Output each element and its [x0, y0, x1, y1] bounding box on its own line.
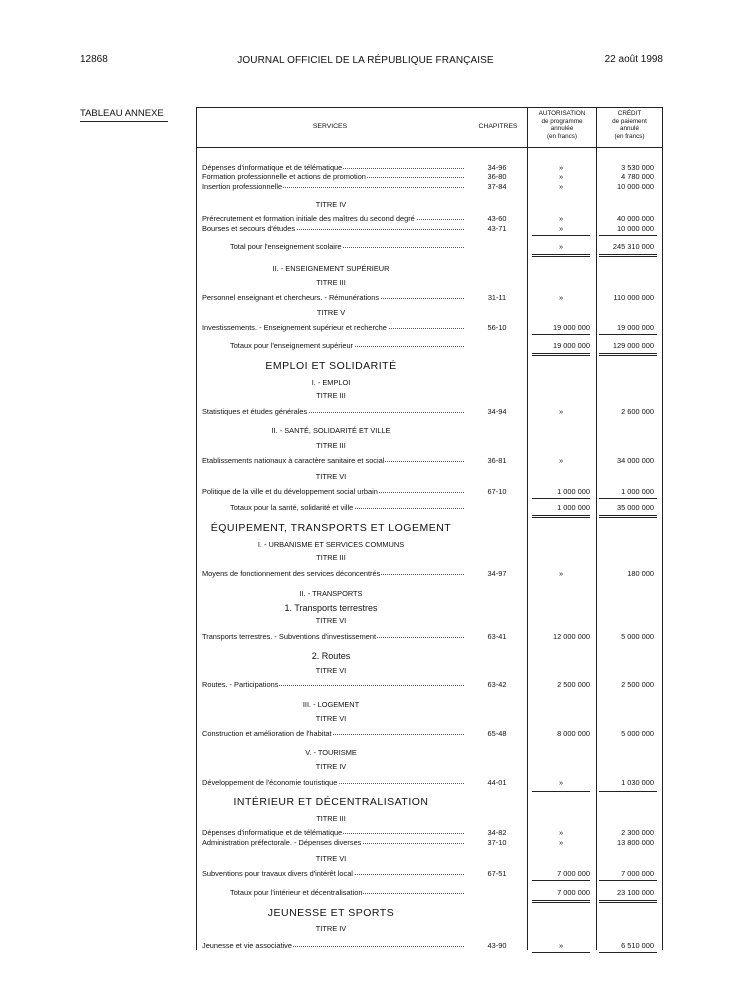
autorisation-value: »: [558, 214, 564, 223]
autorisation-value: »: [558, 242, 564, 251]
credit-value: 5 000 000: [621, 632, 654, 641]
chapter-code: 63-42: [487, 680, 507, 689]
service-label: [202, 487, 464, 496]
credit-value: 6 510 000: [621, 941, 654, 950]
service-label: [202, 569, 464, 578]
total-rule: [532, 256, 590, 257]
chapter-code: 67-51: [487, 869, 507, 878]
service-label-text: Personnel enseignant et chercheurs. - Rémunérations: [202, 293, 380, 302]
total-double-rule: [599, 517, 657, 518]
subsection-heading: 1. Transports terrestres: [284, 603, 378, 613]
service-label-text: Prérecrutement et formation initiale des maîtres du second degré: [202, 214, 415, 223]
table-row: [196, 456, 663, 467]
autorisation-value: »: [558, 569, 564, 578]
table-row: [196, 323, 663, 334]
section-heading: II. - SANTÉ, SOLIDARITÉ ET VILLE: [271, 426, 391, 435]
table-row: [196, 838, 663, 849]
total-rule: [532, 515, 590, 516]
autorisation-value: 19 000 000: [553, 323, 590, 332]
table-row: [196, 407, 663, 418]
subtotal-rule: [532, 334, 590, 335]
autorisation-value: »: [558, 224, 564, 233]
section-heading: III. - LOGEMENT: [302, 700, 360, 709]
service-label: [202, 293, 464, 302]
credit-value: 2 600 000: [621, 407, 654, 416]
service-label-text: Subventions pour travaux divers d'intérêt local: [202, 869, 353, 878]
ministry-heading: JEUNESSE ET SPORTS: [267, 907, 395, 919]
service-label: [202, 163, 464, 172]
credit-value: 4 780 000: [621, 172, 654, 181]
autorisation-value: »: [558, 838, 564, 847]
section-heading: TITRE VI: [315, 666, 347, 675]
credit-value: 2 300 000: [621, 828, 654, 837]
section-heading: TITRE III: [316, 553, 346, 562]
section-heading: TITRE IV: [315, 200, 347, 209]
credit-value: 34 000 000: [617, 456, 654, 465]
chapter-code: 37-84: [487, 182, 507, 191]
service-label: [202, 323, 464, 332]
section-heading: I. - EMPLOI: [311, 378, 351, 387]
service-label-text: Dépenses d'informatique et de télématique: [202, 828, 343, 837]
service-label-text: Dépenses d'informatique et de télématique: [202, 163, 343, 172]
service-label: [202, 172, 464, 181]
section-heading: TITRE VI: [315, 472, 347, 481]
total-row: [196, 888, 663, 899]
total-double-rule: [532, 791, 590, 792]
service-label-text: Politique de la ville et du développement social urbain: [202, 487, 378, 496]
section-heading: II. - TRANSPORTS: [299, 589, 363, 598]
service-label-text: Investissements. - Enseignement supérieur et recherche: [202, 323, 387, 332]
service-label: [230, 888, 464, 897]
table-row: [196, 869, 663, 880]
section-heading: TITRE IV: [315, 762, 347, 771]
total-row: [196, 503, 663, 514]
section-heading: V. - TOURISME: [305, 748, 357, 757]
credit-value: 110 000 000: [613, 293, 654, 302]
total-double-rule: [532, 517, 590, 518]
total-double-rule: [532, 902, 590, 903]
table-row: [196, 293, 663, 304]
column-header-services: SERVICES: [312, 123, 348, 130]
credit-value: 129 000 000: [612, 341, 654, 350]
section-heading: TITRE III: [316, 441, 346, 450]
section-heading: TITRE IV: [315, 924, 347, 933]
credit-value: 23 100 000: [617, 888, 654, 897]
service-label-text: Formation professionnelle et actions de promotion: [202, 172, 366, 181]
annex-underline: [80, 121, 168, 122]
total-rule: [532, 254, 590, 255]
service-label: [202, 407, 464, 416]
section-heading: TITRE III: [316, 278, 346, 287]
credit-value: 5 000 000: [621, 729, 654, 738]
publication-date: 22 août 1998: [604, 54, 663, 65]
credit-value: 1 030 000: [621, 778, 654, 787]
subtotal-rule: [599, 235, 657, 236]
service-label: [202, 224, 464, 233]
table-row: [196, 778, 663, 789]
service-label-text: Statistiques et études générales: [202, 407, 308, 416]
chapter-code: 43-60: [487, 214, 507, 223]
chapter-code: 36-81: [487, 456, 507, 465]
ministry-heading: ÉQUIPEMENT, TRANSPORTS ET LOGEMENT: [210, 522, 452, 534]
table-top-border: [196, 107, 663, 108]
annex-table: [196, 107, 663, 950]
credit-value: 180 000: [627, 569, 654, 578]
credit-value: 1 000 000: [621, 487, 654, 496]
credit-value: 7 000 000: [621, 869, 654, 878]
service-label-text: Bourses et secours d'études: [202, 224, 296, 233]
total-double-rule: [599, 902, 657, 903]
autorisation-value: »: [558, 407, 564, 416]
chapter-code: 34-96: [487, 163, 507, 172]
subtotal-rule: [599, 498, 657, 499]
autorisation-value: 8 000 000: [557, 729, 590, 738]
ministry-heading: EMPLOI ET SOLIDARITÉ: [265, 360, 397, 372]
credit-value: 10 000 000: [617, 182, 654, 191]
total-rule: [599, 254, 657, 255]
service-label-text: Routes. - Participations: [202, 680, 279, 689]
column-header-credit: CRÉDIT de paiement annulé (en francs): [612, 110, 647, 140]
table-row: [196, 182, 663, 193]
service-label: [202, 632, 464, 641]
autorisation-value: 2 500 000: [557, 680, 590, 689]
chapter-code: 56-10: [487, 323, 507, 332]
service-label: [202, 182, 464, 191]
subtotal-rule: [532, 235, 590, 236]
service-label-text: Développement de l'économie touristique: [202, 778, 338, 787]
credit-value: 35 000 000: [617, 503, 654, 512]
service-label: [202, 778, 464, 787]
table-row: [196, 487, 663, 498]
subtotal-rule: [532, 498, 590, 499]
table-row: [196, 569, 663, 580]
service-label-text: Etablissements nationaux à caractère sanitaire et social: [202, 456, 385, 465]
chapter-code: 37-10: [487, 838, 507, 847]
total-rule: [532, 900, 590, 901]
total-row: [196, 341, 663, 352]
annex-label: TABLEAU ANNEXE: [80, 108, 164, 119]
service-label-text: Totaux pour l'enseignement supérieur: [230, 341, 354, 350]
credit-value: 245 310 000: [612, 242, 654, 251]
chapter-code: 34-82: [487, 828, 507, 837]
table-row: [196, 941, 663, 952]
subtotal-rule: [599, 334, 657, 335]
autorisation-value: 7 000 000: [557, 869, 590, 878]
autorisation-value: »: [558, 172, 564, 181]
autorisation-value: 12 000 000: [553, 632, 590, 641]
service-label: [202, 828, 464, 837]
section-heading: TITRE III: [316, 391, 346, 400]
end-rule: [599, 952, 657, 953]
subtotal-rule: [532, 880, 590, 881]
total-rule: [532, 353, 590, 354]
service-label-text: Construction et amélioration de l'habitat: [202, 729, 332, 738]
header-bottom-rule: [196, 147, 663, 148]
service-label: [202, 869, 464, 878]
section-heading: TITRE VI: [315, 854, 347, 863]
chapter-code: 67-10: [487, 487, 507, 496]
chapter-code: 43-71: [487, 224, 507, 233]
autorisation-value: »: [558, 163, 564, 172]
total-row: [196, 242, 663, 253]
service-label: [202, 838, 464, 847]
service-label-text: Totaux pour l'intérieur et décentralisation: [230, 888, 363, 897]
chapter-code: 44-01: [487, 778, 507, 787]
service-label-text: Totaux pour la santé, solidarité et ville: [230, 503, 354, 512]
credit-value: 13 800 000: [617, 838, 654, 847]
credit-value: 2 500 000: [621, 680, 654, 689]
subtotal-rule: [599, 880, 657, 881]
service-label-text: Jeunesse et vie associative: [202, 941, 292, 950]
autorisation-value: 1 000 000: [557, 487, 590, 496]
service-label-text: Transports terrestres. - Subventions d'investissement: [202, 632, 377, 641]
service-label-text: Total pour l'enseignement scolaire: [230, 242, 342, 251]
autorisation-value: »: [558, 778, 564, 787]
column-header-autorisation: AUTORISATION de programme annulée (en francs): [538, 110, 586, 140]
autorisation-value: 19 000 000: [553, 341, 590, 350]
table-row: [196, 224, 663, 235]
service-label-text: Moyens de fonctionnement des services déconcentrés: [202, 569, 381, 578]
total-rule: [599, 256, 657, 257]
total-double-rule: [599, 355, 657, 356]
section-heading: TITRE III: [316, 814, 346, 823]
chapter-code: 43-90: [487, 941, 507, 950]
journal-title: JOURNAL OFFICIEL DE LA RÉPUBLIQUE FRANÇAISE: [237, 55, 494, 66]
service-label: [202, 941, 464, 950]
autorisation-value: »: [558, 293, 564, 302]
autorisation-value: »: [558, 941, 564, 950]
credit-value: 40 000 000: [617, 214, 654, 223]
service-label: [230, 341, 464, 350]
chapter-code: 34-97: [487, 569, 507, 578]
section-heading: TITRE V: [316, 308, 346, 317]
credit-value: 10 000 000: [617, 224, 654, 233]
chapter-code: 63-41: [487, 632, 507, 641]
service-label: [202, 680, 464, 689]
total-double-rule: [532, 355, 590, 356]
service-label: [202, 214, 464, 223]
table-row: [196, 632, 663, 643]
service-label-text: Insertion professionnelle: [202, 182, 283, 191]
service-label: [202, 729, 464, 738]
autorisation-value: »: [558, 828, 564, 837]
ministry-heading: INTÉRIEUR ET DÉCENTRALISATION: [233, 796, 429, 808]
autorisation-value: »: [558, 182, 564, 191]
table-row: [196, 680, 663, 691]
total-double-rule: [599, 791, 657, 792]
total-rule: [599, 900, 657, 901]
table-row: [196, 729, 663, 740]
chapter-code: 31-11: [487, 293, 507, 302]
autorisation-value: 7 000 000: [557, 888, 590, 897]
chapter-code: 65-48: [487, 729, 507, 738]
autorisation-value: 1 000 000: [557, 503, 590, 512]
total-rule: [599, 515, 657, 516]
service-label: [202, 456, 464, 465]
subsection-heading: 2. Routes: [311, 651, 351, 661]
section-heading: I. - URBANISME ET SERVICES COMMUNS: [257, 540, 405, 549]
section-heading: TITRE VI: [315, 714, 347, 723]
end-rule: [532, 952, 590, 953]
service-label: [230, 242, 464, 251]
credit-value: 19 000 000: [617, 323, 654, 332]
credit-value: 3 530 000: [621, 163, 654, 172]
chapter-code: 34-94: [487, 407, 507, 416]
page-number: 12868: [80, 54, 108, 65]
section-heading: II. - ENSEIGNEMENT SUPÉRIEUR: [272, 264, 390, 273]
section-heading: TITRE VI: [315, 616, 347, 625]
service-label-text: Administration préfectorale. - Dépenses diverses: [202, 838, 362, 847]
autorisation-value: »: [558, 456, 564, 465]
column-header-chapitres: CHAPITRES: [478, 123, 518, 130]
chapter-code: 36-80: [487, 172, 507, 181]
service-label: [230, 503, 464, 512]
total-rule: [599, 353, 657, 354]
